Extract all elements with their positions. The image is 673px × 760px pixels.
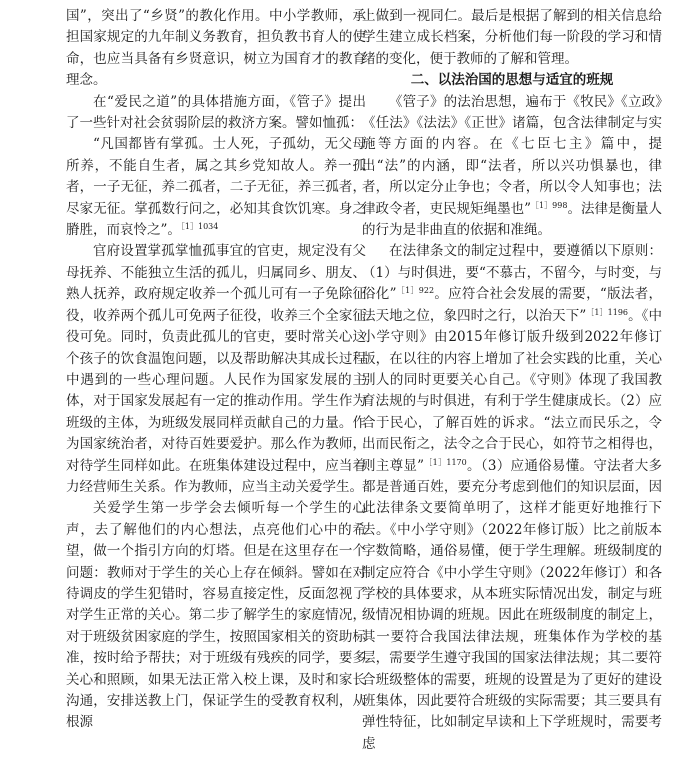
left-paragraph-1: 国”，突出了“乡贤”的教化作用。中小学教师，承担国家规定的九年制义务教育，担负教书育人的使命，也应当具备有乡贤意识，树立为国育才的教育理念。 xyxy=(66,8,366,89)
left-quote-paragraph xyxy=(66,134,366,241)
left-paragraph-4: 官府设置掌孤掌恤孤事宜的官吏，规定没有父母抚养、不能独立生活的孤儿，归属同乡、朋友、熟人抚养，政府规定收养一个孤儿可有一子免除征役，收养两个孤儿可免两子征役，收养三个全家征役可免。同时，负责此孤儿的官吏，要时常关心这个孩子的饮食温饱问题，以及帮助解决其成长过程中遇到的一些心理问题。人民作为国家发展的主体，对于国家发展起有一定的推动作用。学生作为班级的主体，为班级发展同样贡献自己的力量。作为国家统治者，对待百姓要爱护。那么作为教师，对待学生同样如此。在班集体建设过程中，应当着力经营师生关系。作为教师，应当主动关爱学生。 xyxy=(66,243,366,495)
right-paragraph-2: 《管子》的法治思想，遍布于《牧民》《立政》《任法》《法法》《正世》诸篇，包含法律制定与实施等方面的内容。在《七臣七主》篇中，提出“法”的内涵，即“法者，所以兴功惧暴也，律者，所以定分止争也；令者，所以令人知事也；法律政令者，吏民规矩绳墨也”$^{[1]998}$。法律是衡量人的行为是非曲直的依据和准绳。 xyxy=(362,93,663,239)
left-paragraph-2: 在“爱民之道”的具体措施方面，《管子》提出了一些针对社会贫弱阶层的救济方案。譬如恤孤： xyxy=(66,93,366,132)
right-paragraph-3: 在法律条文的制定过程中，要遵循以下原则：（1）与时俱进，要“不慕古，不留今，与时变，与俗化”$^{[1]922}$。应符合社会发展的需要，“版法者，法天地之位，象四时之行，以治天下”$^{[1]1196}$。《中小学守则》由2015年修订版升级到2022年修订版，在以往的内容上增加了社会实践的比重，关心别人的同时更要关心自己。《守则》体现了我国教育法规的与时俱进，有利于学生健康成长。（2）应合于民心，了解百姓的诉求。“法立而民乐之，令出而民衔之，法令之合于民心，如符节之相得也，则主尊显”$^{[1]1170}$。（3）应通俗易懂。守法者大多都是普通百姓，要充分考虑到他们的知识层面，因此法律条文要简单明了，这样才能更好地推行下去。《中小学守则》（2022年修订版）比之前版本字数简略，通俗易懂，便于学生理解。班级制度的制定应符合《中小学生守则》（2022年修订）和各学校的具体要求，从本班实际情况出发，制定与班级情况相协调的班规。因此在班级制度的制定上，其一要符合我国法律法规，班集体作为学校的基层，需要学生遵守我国的国家法律法规；其二要符合班级整体的需要，班规的设置是为了更好的建设班集体，因此要符合班级的实际需要；其三要具有弹性特征，比如制定早读和上下学班规时，需要考虑 xyxy=(362,243,663,752)
citation-998: ［1］998 xyxy=(531,200,568,210)
right-paragraph-1: 上做到一视同仁。最后是根据了解到的相关信息给学生建立成长档案，分析他们每一阶段的学习和情绪的变化，便于教师的了解和管理。 xyxy=(362,8,662,67)
left-column xyxy=(66,6,366,734)
citation-1170: ［1］1170 xyxy=(424,457,467,467)
left-quote-text: “凡国都皆有掌孤。士人死，子孤幼，无父母所养，不能自生者，属之其乡党知故人。养一孤者，一子无征，养二孤者，二子无征，养三孤者，尽家无征。掌孤数行问之，必知其食饮饥寒。身之膌胜，而哀怜之”。 xyxy=(66,136,366,239)
citation-1196: ［1］1196 xyxy=(586,307,628,317)
left-paragraph-5: 关爱学生第一步学会去倾听每一个学生的心声，去了解他们的内心想法，点亮他们心中的希望，做一个指引方向的灯塔。但是在这里存在一个问题：教师对于学生的关心上存在倾斜。譬如在对待调皮的学生犯错时，容易直接定性，反面忽视了对学生正常的关心。第二步了解学生的家庭情况，对于班级贫困家庭的学生，按照国家相关的资助标准，按时给予帮扶；对于班级有残疾的同学，要多关心和照顾，如果无法正常入校上课，及时和家长沟通，安排送教上门，保证学生的受教育权利，从根源 xyxy=(66,500,366,731)
section-heading: 二、以法治国的思想与适宜的班规 xyxy=(410,72,614,89)
citation-922: ［1］922 xyxy=(396,286,435,296)
citation-1034: ［1］1034 xyxy=(180,222,219,232)
right-column xyxy=(362,6,662,755)
